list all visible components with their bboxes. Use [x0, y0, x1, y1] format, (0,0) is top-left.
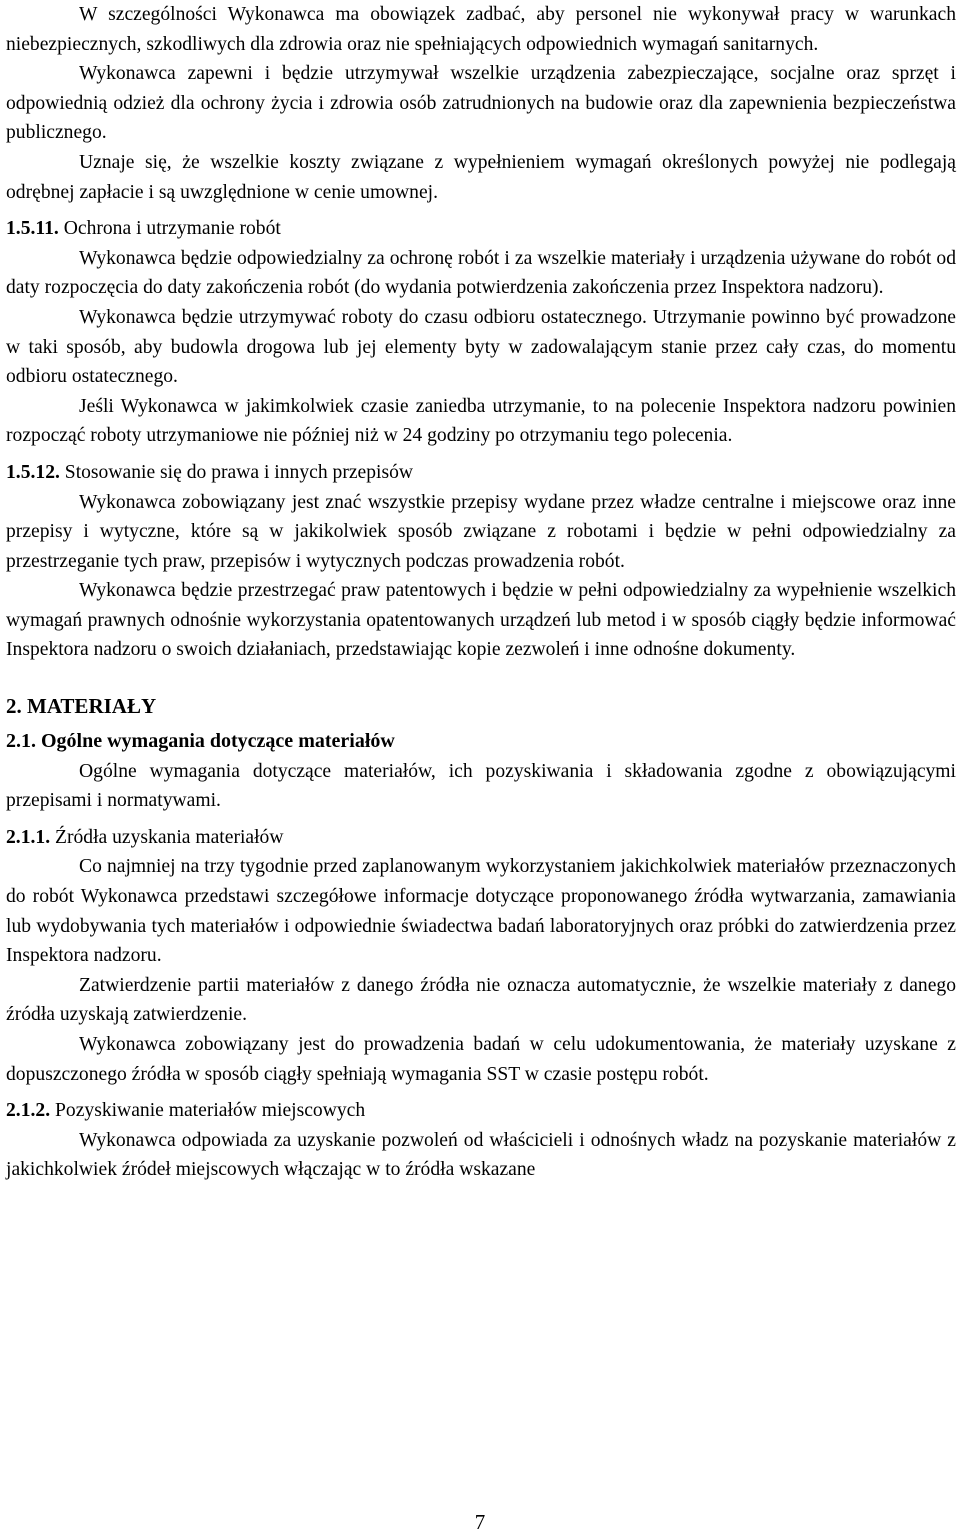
section-number: 2.1.1.: [6, 826, 51, 848]
section-number: 2.1.2.: [6, 1100, 51, 1122]
paragraph-approval: Zatwierdzenie partii materiałów z danego źródła nie oznacza automatycznie, że wszelkie materiały z danego źródła uzyskają zatwierdzenie.: [6, 974, 956, 1026]
page-number: 7: [474, 1510, 486, 1534]
section-heading-1-5-12: [6, 458, 956, 488]
section-heading-1-5-11: [6, 214, 956, 244]
paragraph-testing: Wykonawca zobowiązany jest do prowadzenia badań w celu udokumentowania, że materiały uzyskane z dopuszczonego źródła w sposób ciągły spełniają wymagania SST w czasie postępu robót.: [6, 1034, 956, 1085]
paragraph-personnel-safety: W szczególności Wykonawca ma obowiązek zadbać, aby personel nie wykonywał pracy w warunkach niebezpiecznych, szkodliwych dla zdrowia oraz nie spełniających odpowiednich wymagań sanitarnych.: [6, 4, 956, 55]
chapter-heading-materials: 2. MATERIAŁY: [6, 694, 157, 719]
section-heading-2-1-1: [6, 823, 956, 853]
section-title: Stosowanie się do prawa i innych przepisów: [64, 461, 414, 483]
paragraph-neglect: Jeśli Wykonawca w jakimkolwiek czasie zaniedba utrzymanie, to na polecenie Inspektora nadzoru powinien rozpocząć roboty utrzymaniowe nie później niż w 24 godziny po otrzymaniu tego polecenia.: [6, 395, 956, 447]
section-title: Źródła uzyskania materiałów: [55, 826, 284, 848]
paragraph-regulations: Wykonawca zobowiązany jest znać wszystkie przepisy wydane przez władze centralne i miejscowe oraz inne przepisy i wytyczne, które są w jakikolwiek sposób związane z robotami i będzie w pełni odpowiedzialny za przestrzeganie tych praw, przepisów i wytycznych podczas prowadzenia robót.: [6, 491, 956, 572]
paragraph-safety-equipment: Wykonawca zapewni i będzie utrzymywał wszelkie urządzenia zabezpieczające, socjalne oraz sprzęt i odpowiednią odzież dla ochrony życia i zdrowia osób zatrudnionych na budowie oraz dla zapewnienia bezpieczeństwa publicznego.: [6, 63, 956, 144]
paragraph-protection: Wykonawca będzie odpowiedzialny za ochronę robót i za wszelkie materiały i urządzenia używane do robót od daty rozpoczęcia do daty zakończenia robót (do wydania potwierdzenia zakończenia przez Inspektora nadzoru).: [6, 247, 956, 299]
section-title: Ochrona i utrzymanie robót: [63, 218, 281, 240]
document-page: [6, 0, 956, 1185]
paragraph-maintenance: Wykonawca będzie utrzymywać roboty do czasu odbioru ostatecznego. Utrzymanie powinno być prowadzone w taki sposób, aby budowla drogowa lub jej elementy byty w zadowalającym stanie przez cały czas, do momentu odbioru ostatecznego.: [6, 306, 956, 388]
paragraph-general-requirements: Ogólne wymagania dotyczące materiałów, ich pozyskiwania i składowania zgodne z obowiązującymi przepisami i normatywami.: [6, 760, 956, 812]
paragraph-costs: Uznaje się, że wszelkie koszty związane z wypełnieniem wymagań określonych powyżej nie podlegają odrębnej zapłacie i są uwzględnione w cenie umownej.: [6, 151, 956, 203]
section-heading-2-1: 2.1. Ogólne wymagania dotyczące materiałów: [6, 730, 395, 753]
paragraph-sources-info: Co najmniej na trzy tygodnie przed zaplanowanym wykorzystaniem jakichkolwiek materiałów przeznaczonych do robót Wykonawca przedstawi szczegółowe informacje dotyczące proponowanego źródła wytwarzania, zamawiania lub wydobywania tych materiałów i odpowiednie świadectwa badań laboratoryjnych oraz próbki do zatwierdzenia przez Inspektora nadzoru.: [6, 856, 956, 967]
paragraph-local-materials: Wykonawca odpowiada za uzyskanie pozwoleń od właścicieli i odnośnych władz na pozyskanie materiałów z jakichkolwiek źródeł miejscowych włączając w to źródła wskazane: [6, 1129, 956, 1181]
section-heading-2-1-2: [6, 1096, 956, 1126]
paragraph-patents: Wykonawca będzie przestrzegać praw patentowych i będzie w pełni odpowiedzialny za wypełnienie wszelkich wymagań prawnych odnośnie wykorzystania opatentowanych urządzeń lub metod i w sposób ciągły będzie informować Inspektora nadzoru o swoich działaniach, przedstawiając kopie zezwoleń i inne odnośne dokumenty.: [6, 580, 956, 661]
section-title: Pozyskiwanie materiałów miejscowych: [55, 1100, 366, 1122]
section-number: 1.5.11.: [6, 218, 59, 240]
section-number: 1.5.12.: [6, 461, 60, 483]
